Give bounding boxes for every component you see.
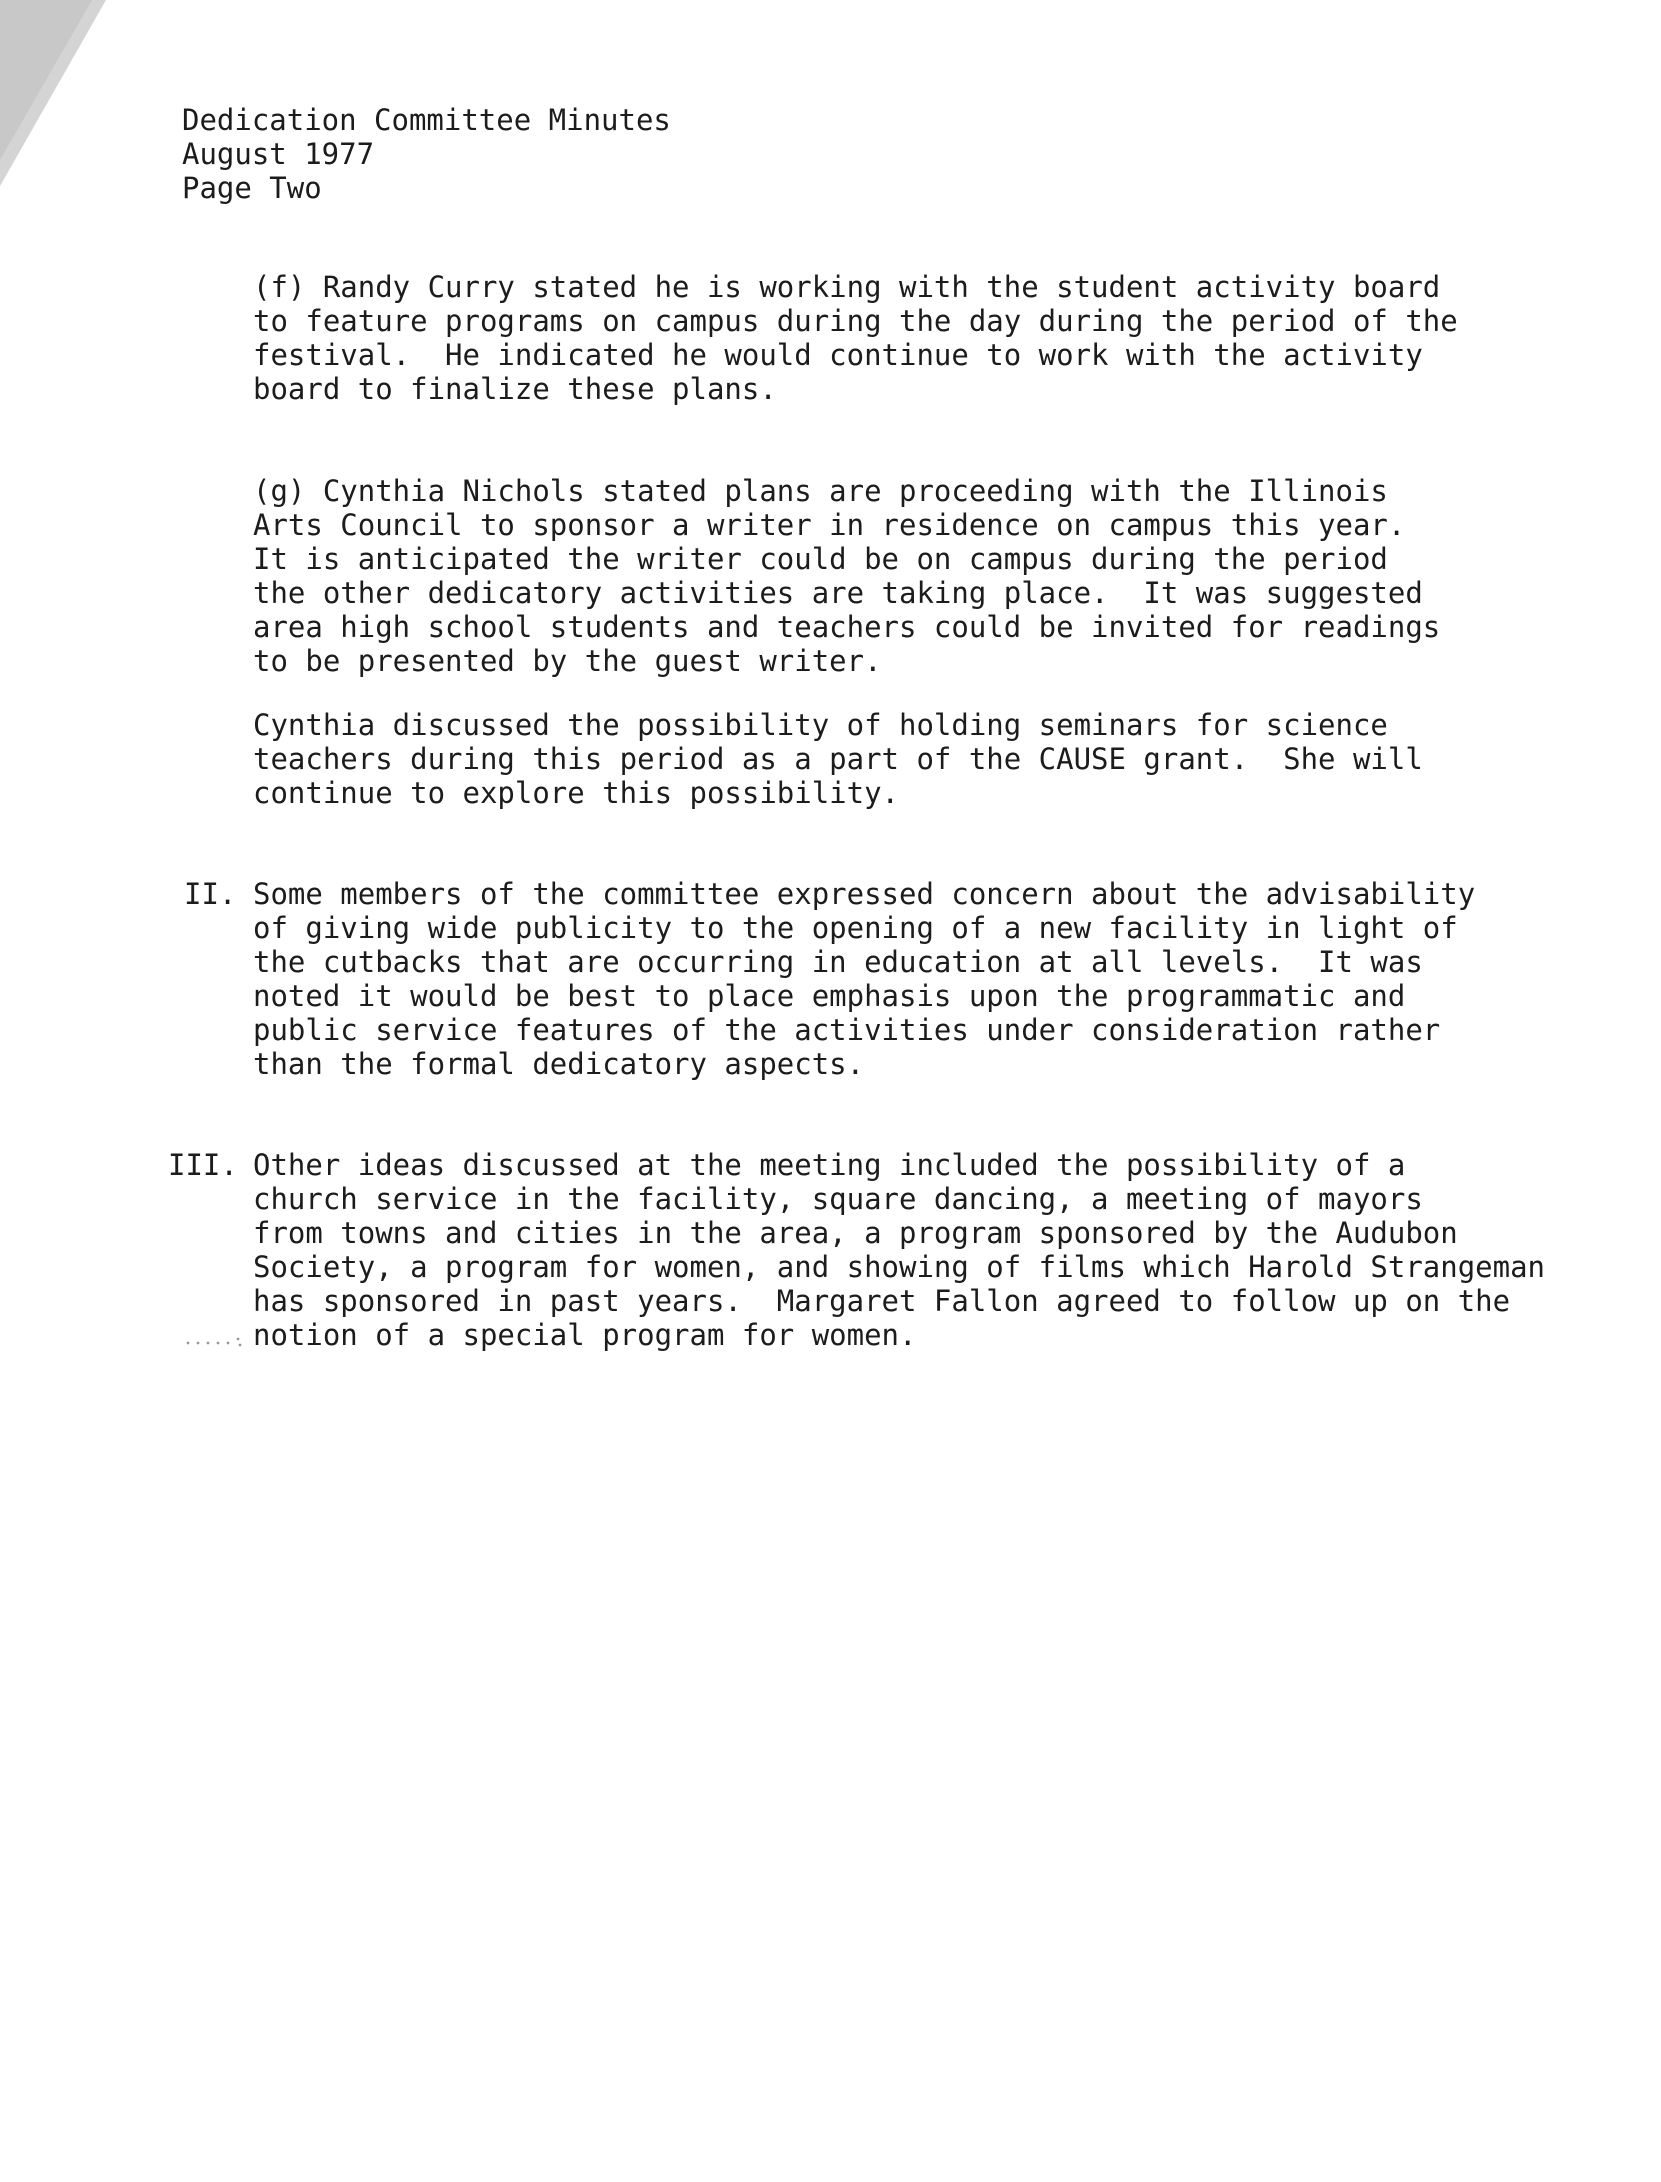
paragraph-line: noted it would be best to place emphasis upon the programmatic and [253, 979, 1406, 1013]
paragraph-line: of giving wide publicity to the opening of a new facility in light of [253, 911, 1458, 945]
paragraph-line: (f) Randy Curry stated he is working with the student activity board [253, 270, 1441, 304]
paragraph-line: It is anticipated the writer could be on campus during the period [253, 542, 1388, 576]
paragraph-g [253, 474, 1440, 678]
header-date: August 1977 [182, 137, 375, 171]
header-page-label: Page Two [182, 171, 322, 205]
paragraph-line: notion of a special program for women. [253, 1318, 917, 1352]
paragraph-line: has sponsored in past years. Margaret Fallon agreed to follow up on the [253, 1284, 1511, 1318]
paragraph-line: teachers during this period as a part of the CAUSE grant. She will [253, 742, 1423, 776]
paragraph-line: (g) Cynthia Nichols stated plans are proceeding with the Illinois [253, 474, 1388, 508]
folded-corner [0, 0, 110, 190]
paragraph-line: Some members of the committee expressed concern about the advisability [253, 877, 1476, 911]
paragraph-line: Cynthia discussed the possibility of holding seminars for science [253, 708, 1388, 742]
paragraph-f [253, 270, 1458, 406]
paragraph-line: to be presented by the guest writer. [253, 644, 882, 678]
paragraph-line: festival. He indicated he would continue to work with the activity [253, 338, 1423, 372]
paragraph-line: board to finalize these plans. [253, 372, 777, 406]
paragraph-line: Society, a program for women, and showing of films which Harold Strangeman [253, 1250, 1546, 1284]
paragraph-line: public service features of the activities under consideration rather [253, 1013, 1441, 1047]
paragraph-line: Other ideas discussed at the meeting included the possibility of a [253, 1148, 1406, 1182]
paragraph-line: the other dedicatory activities are taking place. It was suggested [253, 576, 1423, 610]
paragraph-line: the cutbacks that are occurring in education at all levels. It was [253, 945, 1423, 979]
paragraph-g-continued [253, 708, 1423, 810]
paragraph-iii [253, 1148, 1545, 1352]
header-title: Dedication Committee Minutes [182, 103, 671, 137]
section-numeral-ii: II. [184, 877, 237, 911]
paragraph-line: continue to explore this possibility. [253, 776, 900, 810]
paragraph-line: from towns and cities in the area, a program sponsored by the Audubon [253, 1216, 1458, 1250]
paragraph-ii [253, 877, 1475, 1081]
paragraph-line: Arts Council to sponsor a writer in residence on campus this year. [253, 508, 1406, 542]
paragraph-line: area high school students and teachers could be invited for readings [253, 610, 1441, 644]
section-numeral-iii: III. [168, 1148, 238, 1182]
paragraph-line: to feature programs on campus during the day during the period of the [253, 304, 1458, 338]
stray-ink-marks [182, 1331, 248, 1351]
document-header [182, 103, 671, 205]
paragraph-line: church service in the facility, square dancing, a meeting of mayors [253, 1182, 1423, 1216]
paragraph-line: than the formal dedicatory aspects. [253, 1047, 865, 1081]
